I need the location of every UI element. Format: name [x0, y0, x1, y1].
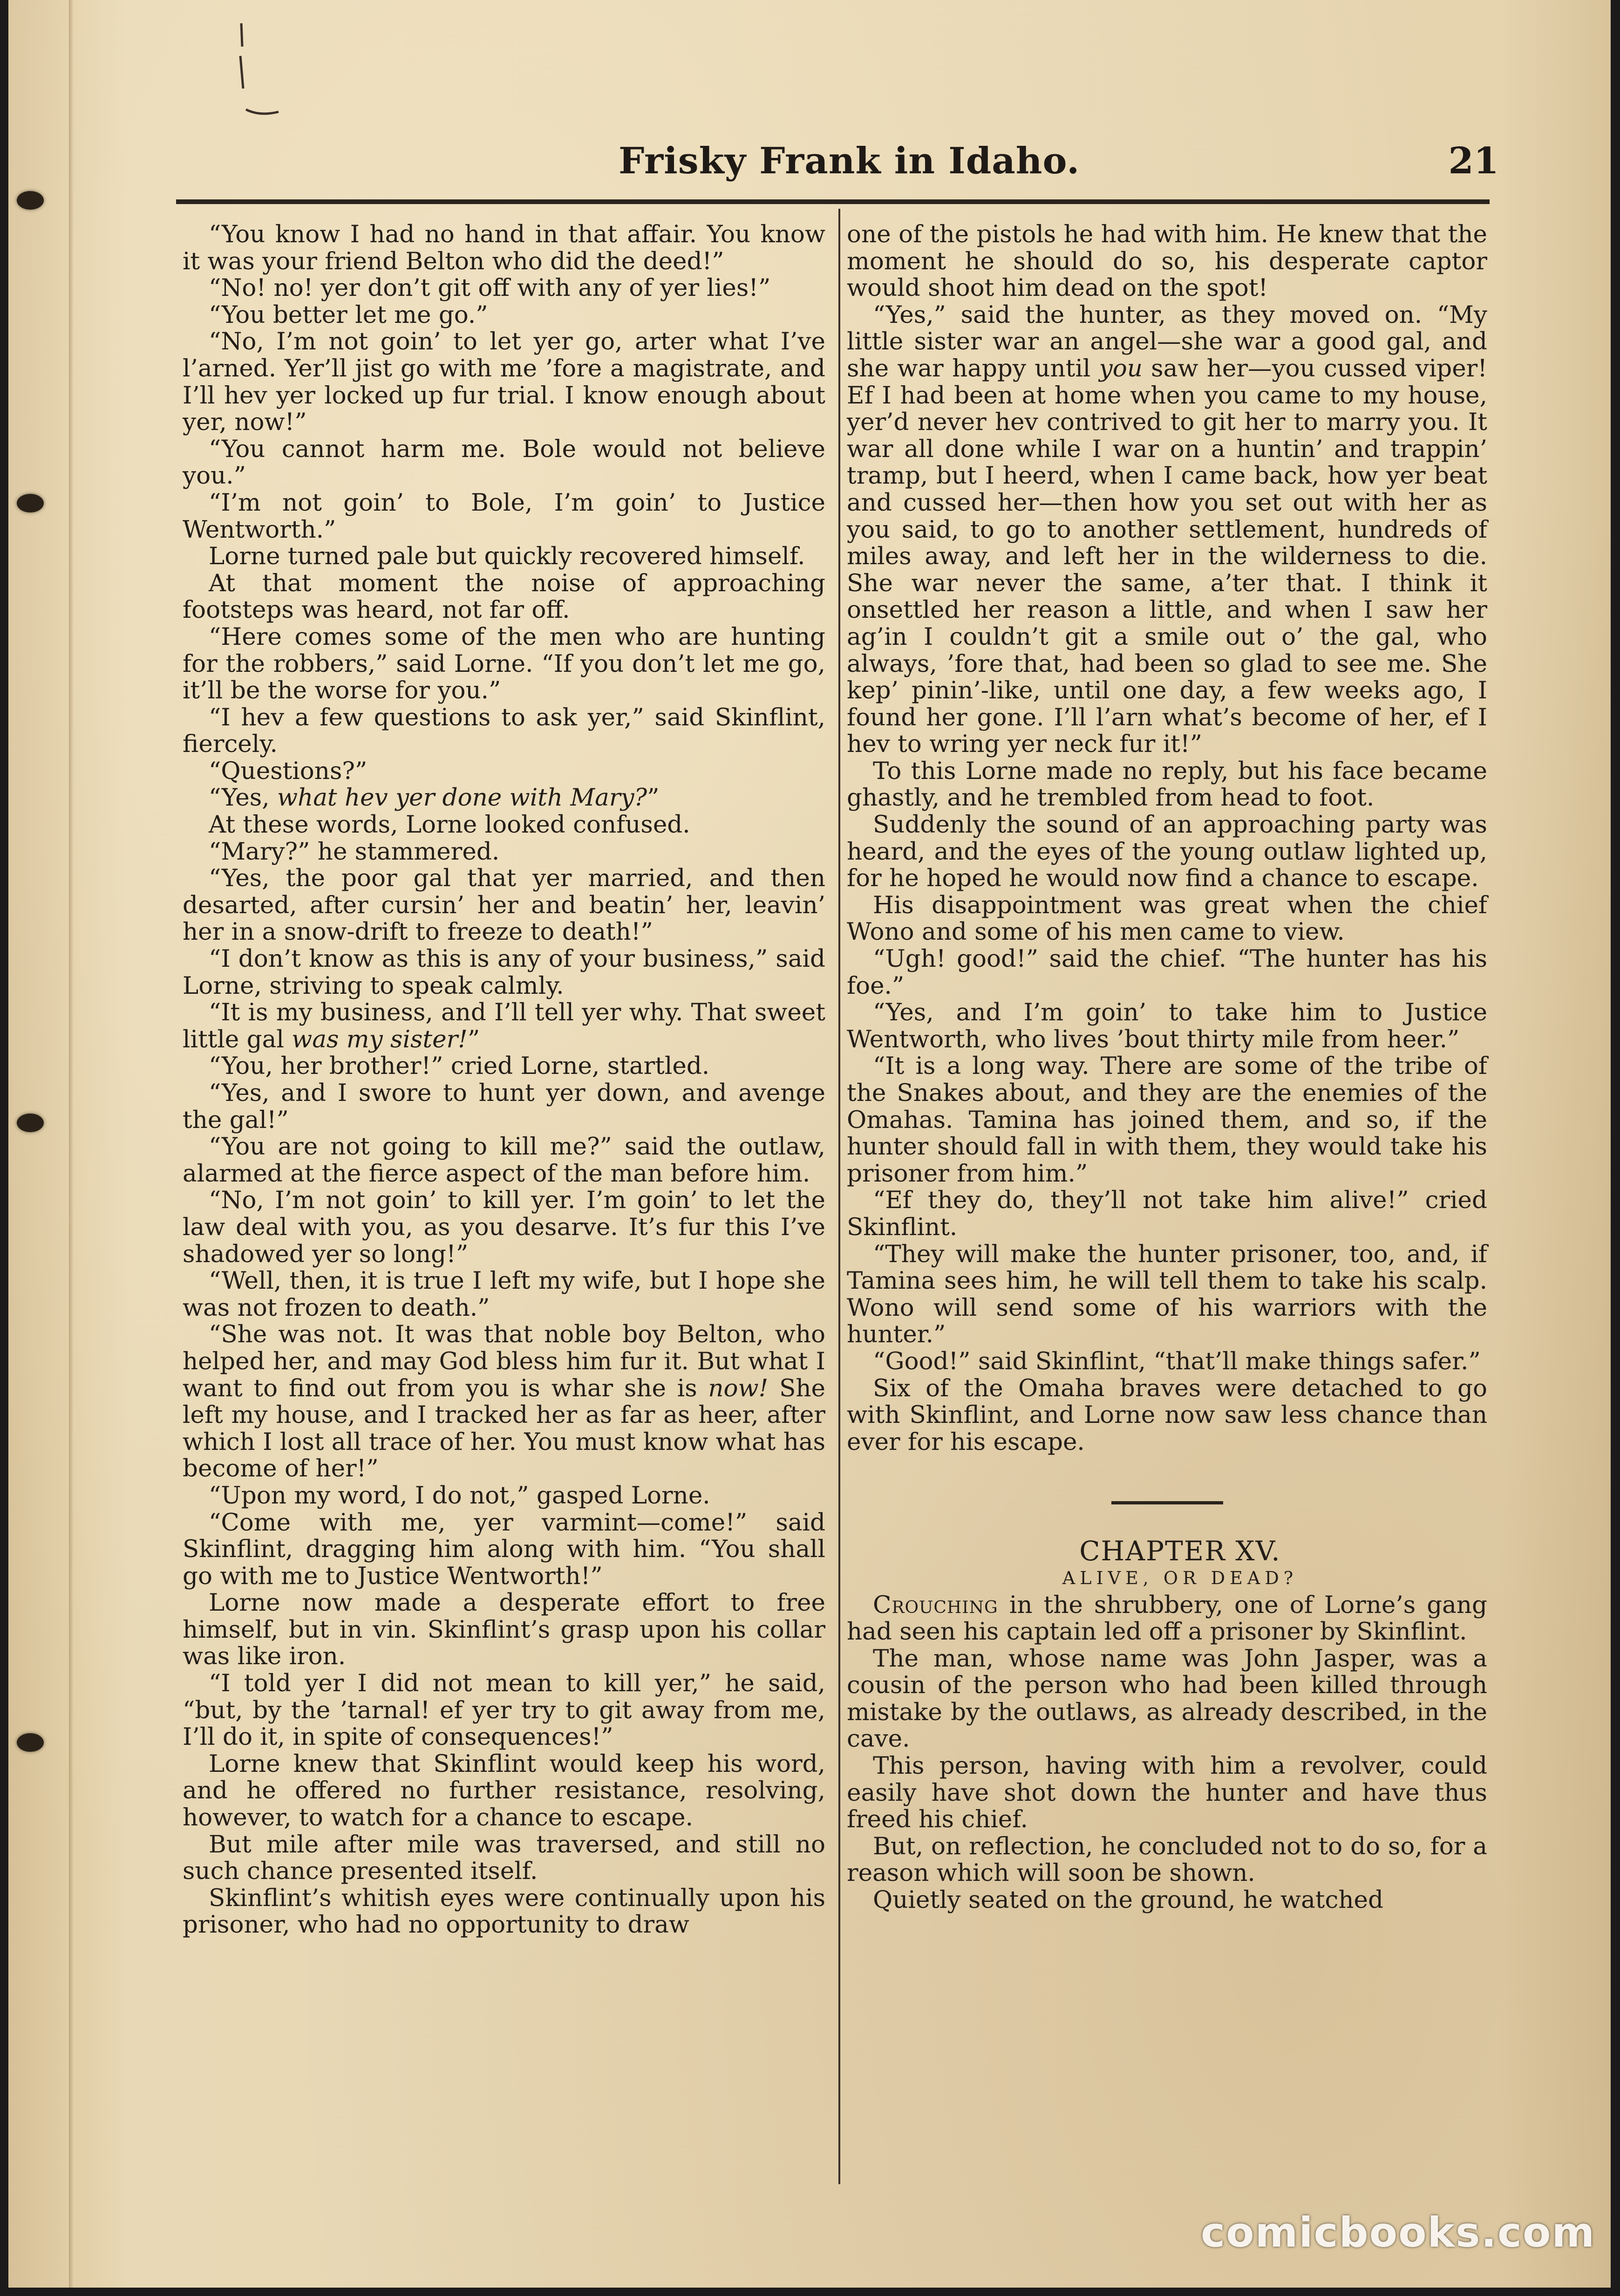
- left-column: [183, 221, 825, 1939]
- scanned-page: [8, 0, 1611, 2288]
- paragraph: But, on reflection, he concluded not to do so, for a reason which will soon be shown.: [847, 1832, 1487, 1887]
- right-column: [847, 221, 1487, 1914]
- binding-hole: [17, 494, 44, 512]
- paragraph: “Ef they do, they’ll not take him alive!” cried Skinflint.: [847, 1186, 1487, 1241]
- paragraph: Quietly seated on the ground, he watched: [873, 1886, 1383, 1914]
- paragraph: [847, 1592, 1487, 1646]
- page-number: 21: [1448, 140, 1499, 182]
- paragraph: “Yes,” said the hunter, as they moved on. “My little sister war an angel—she war a good gal, and she war happy until you saw her—you cussed viper! Ef I had been at home when you came to my house, yer’d never hev contrived to git her to marry you. It war all done while I war on a huntin’ and trappin’ tramp, but I heerd, when I came back, how yer beat and cussed her—then how you set out with her as you said, to go to another settlement, hundreds of miles away, and left her in the wilderness to die. She war never the same, a’ter that. I think it onsettled her reason a little, and when I saw her ag’in I couldn’t git a smile out o’ the gal, who always, ’fore that, had been so glad to see me. She kep’ pinin’-like, until one day, a few weeks ago, I found her gone. I’ll l’arn what’s become of her, ef I hev to wring yer neck fur it!”: [847, 301, 1487, 758]
- paragraph: “Here comes some of the men who are hunting for the robbers,” said Lorne. “If you don’t let me go, it’ll be the worse for you.”: [183, 622, 825, 705]
- paragraph: “Yes, the poor gal that yer married, and then desarted, after cursin’ her and beatin’ her, leavin’ her in a snow-drift to freeze to death!”: [183, 864, 825, 946]
- paragraph: “Yes, what hev yer done with Mary?”: [209, 784, 660, 812]
- paragraph: “Come with me, yer varmint—come!” said Skinflint, dragging him along with him. “You shall go with me to Justice Wentworth!”: [183, 1508, 825, 1590]
- page-title: Frisky Frank in Idaho.: [619, 140, 1080, 182]
- right-column-text: [847, 221, 1487, 1456]
- paragraph: one of the pistols he had with him. He knew that the moment he should do so, his desperate captor would shoot him dead on the spot!: [847, 220, 1487, 302]
- paragraph: “Good!” said Skinflint, “that’ll make things safer.”: [873, 1347, 1481, 1375]
- paragraph: “You, her brother!” cried Lorne, startled.: [209, 1052, 710, 1080]
- paragraph: “It is my business, and I’ll tell yer why. That sweet little gal was my sister!”: [183, 998, 825, 1053]
- paragraph: “It is a long way. There are some of the tribe of the Snakes about, and they are the enemies of the Omahas. Tamina has joined them, and so, if the hunter should fall in with them, they would take his prisoner from him.”: [847, 1052, 1487, 1188]
- paragraph: “No, I’m not goin’ to kill yer. I’m goin’ to let the law deal with you, as you desarve. It’s fur this I’ve shadowed yer so long!”: [183, 1186, 825, 1268]
- paragraph: “You are not going to kill me?” said the outlaw, alarmed at the fierce aspect of the man before him.: [183, 1133, 825, 1188]
- header-rule: [176, 199, 1490, 204]
- paragraph: At these words, Lorne looked confused.: [209, 811, 690, 839]
- paragraph: This person, having with him a revolver, could easily have shot down the hunter and have thus freed his chief.: [847, 1752, 1487, 1834]
- paragraph: Six of the Omaha braves were detached to go with Skinflint, and Lorne now saw less chance than ever for his escape.: [847, 1374, 1487, 1456]
- watermark-text: comicbooks.com: [1201, 2208, 1596, 2256]
- paragraph: “You better let me go.”: [209, 301, 488, 329]
- lead-word: Crouching: [873, 1591, 998, 1619]
- paragraph-text: in the shrubbery, one of Lorne’s gang had seen his captain led off a prisoner by Skinflint.: [847, 1591, 1487, 1646]
- binding-hole: [17, 1114, 44, 1132]
- paragraph: Lorne turned pale but quickly recovered himself.: [209, 542, 805, 571]
- running-header: [176, 135, 1499, 196]
- paragraph: Lorne knew that Skinflint would keep his word, and he offered no further resistance, resolving, however, to watch for a chance to escape.: [183, 1749, 825, 1832]
- paragraph: Skinflint’s whitish eyes were continually upon his prisoner, who had no opportunity to draw: [183, 1884, 825, 1939]
- chapter-subtitle: ALIVE, OR DEAD?: [1062, 1567, 1298, 1588]
- paragraph: “I’m not goin’ to Bole, I’m goin’ to Justice Wentworth.”: [183, 488, 825, 544]
- paragraph: “Mary?” he stammered.: [209, 837, 500, 866]
- paragraph: “Yes, and I swore to hunt yer down, and avenge the gal!”: [183, 1079, 825, 1134]
- section-divider: [1111, 1501, 1223, 1504]
- paragraph: “Ugh! good!” said the chief. “The hunter has his foe.”: [847, 945, 1487, 1000]
- paragraph: His disappointment was great when the chief Wono and some of his men came to view.: [847, 891, 1487, 946]
- paragraph: But mile after mile was traversed, and still no such chance presented itself.: [183, 1830, 825, 1886]
- paragraph: “I hev a few questions to ask yer,” said Skinflint, fiercely.: [183, 703, 825, 758]
- chapter-title: CHAPTER XV.: [1079, 1535, 1281, 1567]
- paragraph: “You cannot harm me. Bole would not believe you.”: [183, 435, 825, 490]
- paragraph: “No! no! yer don’t git off with any of yer lies!”: [209, 274, 771, 302]
- binding-hole: [17, 1733, 44, 1752]
- paragraph: “Upon my word, I do not,” gasped Lorne.: [209, 1481, 710, 1510]
- paragraph: “She was not. It was that noble boy Belton, who helped her, and may God bless him fur it. But what I want to find out from you is whar she is now! She left my house, and I tracked her as far as heer, after which I lost all trace of her. You must know what has become of her!”: [183, 1320, 826, 1483]
- column-rule: [838, 209, 840, 2184]
- paragraph: “No, I’m not goin’ to let yer go, arter what I’ve l’arned. Yer’ll jist go with me ’fore a magistrate, and I’ll hev yer locked up fur trial. I know enough about yer, now!”: [183, 328, 825, 437]
- paragraph: “I told yer I did not mean to kill yer,” he said, “but, by the ’tarnal! ef yer try to git away from me, I’ll do it, in spite of consequences!”: [183, 1669, 825, 1751]
- paragraph: “You know I had no hand in that affair. You know it was your friend Belton who did the deed!”: [183, 220, 825, 275]
- paragraph: The man, whose name was John Jasper, was a cousin of the person who had been killed through mistake by the outlaws, as already described, in the cave.: [847, 1644, 1487, 1753]
- chapter-text: [847, 1646, 1487, 1914]
- paragraph: “Yes, and I’m goin’ to take him to Justice Wentworth, who lives ’bout thirty mile from heer.”: [847, 998, 1487, 1053]
- paragraph: “They will make the hunter prisoner, too, and, if Tamina sees him, he will tell them to take his scalp. Wono will send some of his warriors with the hunter.”: [847, 1240, 1487, 1349]
- paragraph: Suddenly the sound of an approaching party was heard, and the eyes of the young outlaw lighted up, for he hoped he would now find a chance to escape.: [847, 811, 1487, 893]
- pencil-mark: [232, 19, 288, 126]
- paragraph: “I don’t know as this is any of your business,” said Lorne, striving to speak calmly.: [183, 945, 825, 1000]
- paragraph: “Well, then, it is true I left my wife, but I hope she was not frozen to death.”: [183, 1267, 825, 1322]
- paragraph: Lorne now made a desperate effort to free himself, but in vin. Skinflint’s grasp upon his collar was like iron.: [183, 1589, 825, 1671]
- paragraph: To this Lorne made no reply, but his face became ghastly, and he trembled from head to foot.: [847, 757, 1487, 812]
- binding-hole: [17, 191, 44, 210]
- page-gutter-shadow: [69, 0, 74, 2288]
- paragraph: At that moment the noise of approaching footsteps was heard, not far off.: [183, 569, 825, 624]
- paragraph: “Questions?”: [209, 757, 368, 785]
